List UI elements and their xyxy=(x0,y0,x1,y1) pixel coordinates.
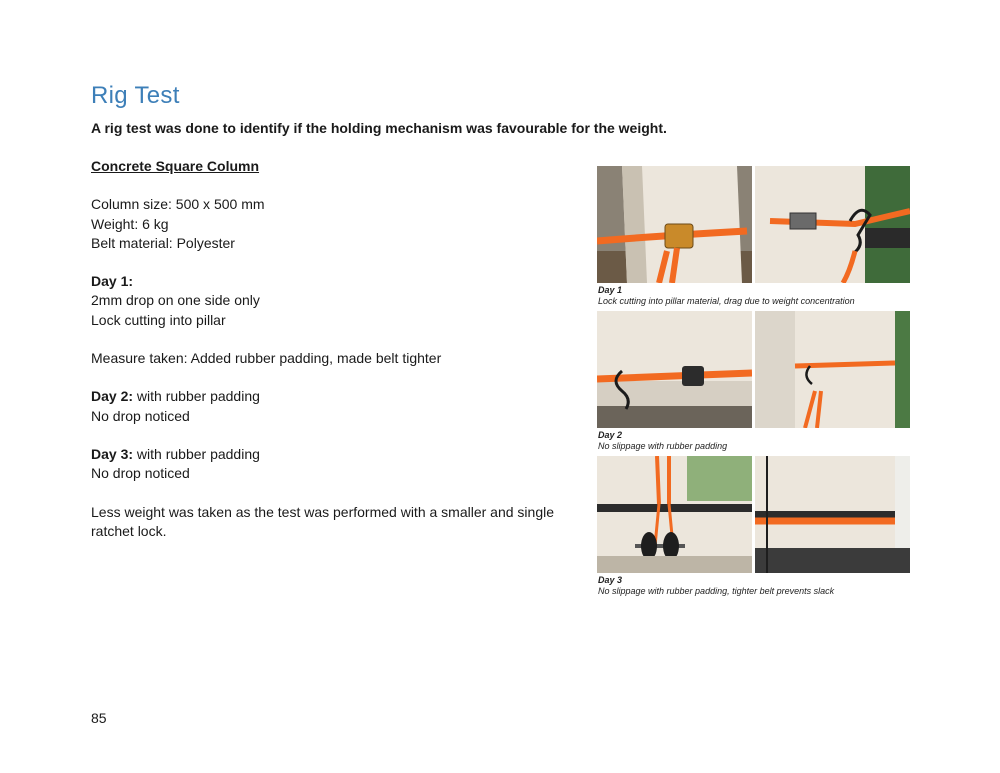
day3-line: No drop noticed xyxy=(91,465,190,482)
caption-day2-text: No slippage with rubber padding xyxy=(598,441,728,451)
day3-heading xyxy=(91,445,561,464)
day3-detail: with rubber padding xyxy=(133,445,260,462)
lead-statement: A rig test was done to identify if the holding mechanism was favourable for the weight. xyxy=(91,120,667,136)
photo-row-day3 xyxy=(597,456,913,573)
photo-row-day2 xyxy=(597,311,913,428)
caption-day2-label: Day 2 xyxy=(598,430,623,440)
day1-line: 2mm drop on one side only xyxy=(91,292,260,309)
measure-taken: Measure taken: Added rubber padding, made belt tighter xyxy=(91,349,442,366)
photo-day1-ratchet xyxy=(597,166,752,283)
caption-day3 xyxy=(598,575,913,597)
spec-belt-material: Belt material: Polyester xyxy=(91,234,235,251)
spec-weight: Weight: 6 kg xyxy=(91,215,169,232)
spec-column-size: Column size: 500 x 500 mm xyxy=(91,196,265,213)
caption-day3-label: Day 3 xyxy=(598,575,623,585)
page-number: 85 xyxy=(91,710,107,726)
closing-note: Less weight was taken as the test was performed with a smaller and single ratchet lock. xyxy=(91,503,555,539)
caption-day1 xyxy=(598,285,913,307)
photo-day1-hook xyxy=(755,166,910,283)
section-heading: Concrete Square Column xyxy=(91,158,260,174)
photo-day3-belt xyxy=(755,456,910,573)
caption-day2 xyxy=(598,430,913,452)
page-title: Rig Test xyxy=(91,82,180,109)
day2-detail: with rubber padding xyxy=(133,388,260,405)
caption-day3-text: No slippage with rubber padding, tighter belt prevents slack xyxy=(598,586,835,596)
day3-label: Day 3: xyxy=(91,445,134,462)
photo-day3-weights xyxy=(597,456,752,573)
day1-line: Lock cutting into pillar xyxy=(91,311,226,328)
photo-day2-padding xyxy=(597,311,752,428)
day2-heading xyxy=(91,387,561,406)
photo-panel xyxy=(597,166,913,601)
day1-label: Day 1: xyxy=(91,273,134,290)
day2-label: Day 2: xyxy=(91,388,134,405)
caption-day1-label: Day 1 xyxy=(598,285,623,295)
test-notes xyxy=(91,157,561,541)
photo-row-day1 xyxy=(597,166,913,283)
caption-day1-text: Lock cutting into pillar material, drag due to weight concentration xyxy=(598,296,855,306)
photo-day2-column xyxy=(755,311,910,428)
day2-line: No drop noticed xyxy=(91,407,190,424)
